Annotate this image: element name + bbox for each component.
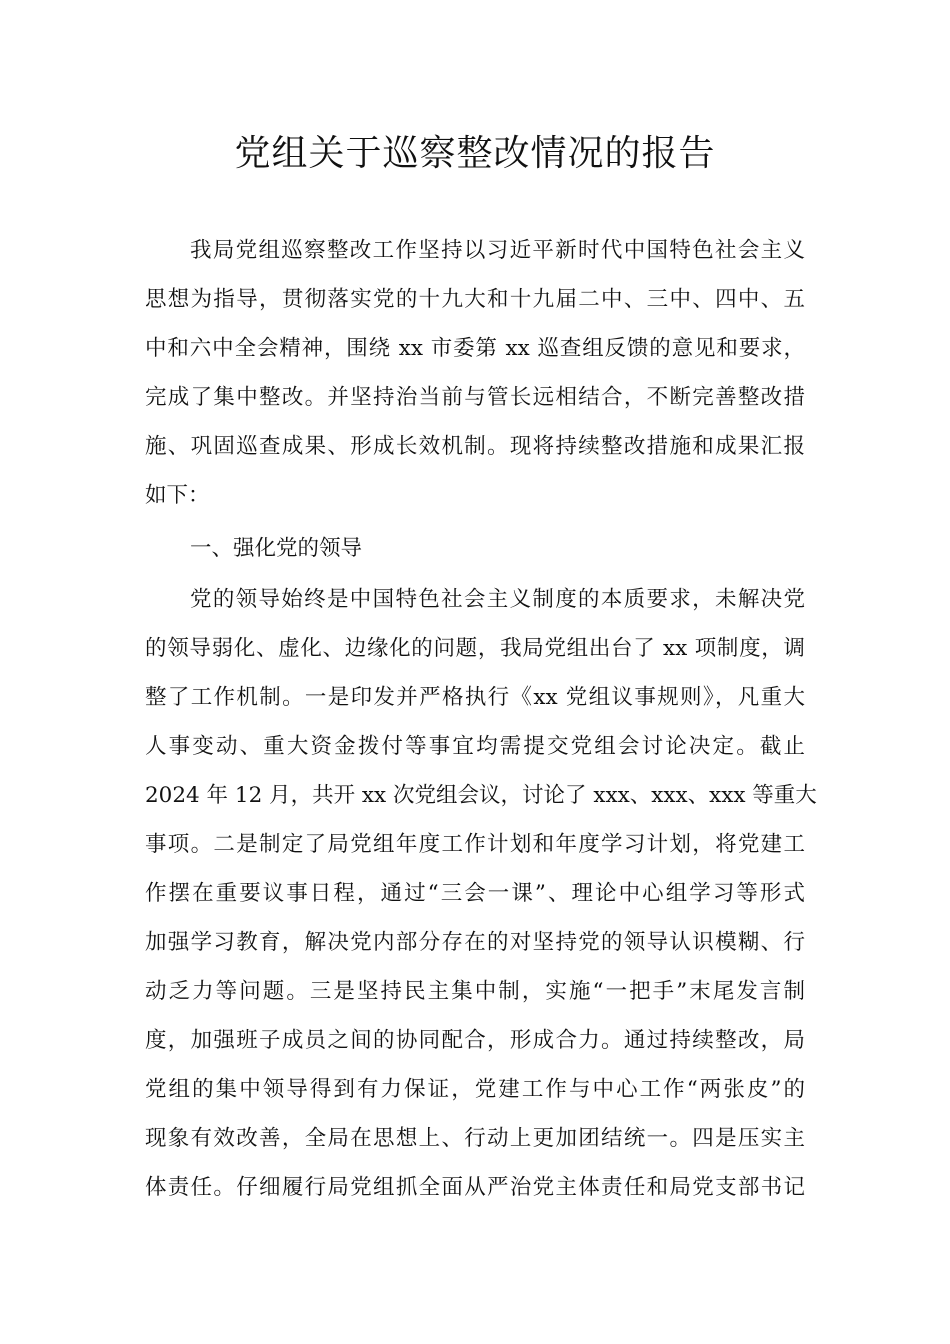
- paragraph-line: 体责任。仔细履行局党组抓全面从严治党主体责任和局党支部书记: [145, 1175, 805, 1200]
- paragraph-line: 动乏力等问题。三是坚持民主集中制，实施“一把手”末尾发言制: [145, 979, 805, 1004]
- paragraph-line: 度，加强班子成员之间的协同配合，形成合力。通过持续整改，局: [145, 1028, 805, 1053]
- paragraph-line: 党的领导始终是中国特色社会主义制度的本质要求，未解决党: [190, 587, 805, 612]
- paragraph-line: 事项。二是制定了局党组年度工作计划和年度学习计划，将党建工: [145, 832, 805, 857]
- paragraph-line: 我局党组巡察整改工作坚持以习近平新时代中国特色社会主义: [190, 238, 805, 263]
- paragraph-line: 中和六中全会精神，围绕 xx 市委第 xx 巡查组反馈的意见和要求，: [145, 336, 805, 361]
- section-heading: 一、强化党的领导: [190, 536, 363, 561]
- paragraph-line: 的领导弱化、虚化、边缘化的问题，我局党组出台了 xx 项制度，调: [145, 636, 805, 661]
- paragraph-line: 思想为指导，贯彻落实党的十九大和十九届二中、三中、四中、五: [145, 287, 805, 312]
- paragraph-line: 如下：: [145, 483, 210, 508]
- paragraph-line: 人事变动、重大资金拨付等事宜均需提交党组会讨论决定。截止: [145, 734, 805, 759]
- document-title: 党组关于巡察整改情况的报告: [234, 133, 716, 174]
- paragraph-line: 党组的集中领导得到有力保证，党建工作与中心工作“两张皮”的: [145, 1077, 805, 1102]
- paragraph-line: 施、巩固巡查成果、形成长效机制。现将持续整改措施和成果汇报: [145, 434, 805, 459]
- paragraph-line: 加强学习教育，解决党内部分存在的对坚持党的领导认识模糊、行: [145, 930, 805, 955]
- paragraph-line: 2024 年 12 月，共开 xx 次党组会议，讨论了 xxx、xxx、xxx 等重大: [145, 783, 817, 808]
- paragraph-line: 现象有效改善，全局在思想上、行动上更加团结统一。四是压实主: [145, 1126, 805, 1151]
- paragraph-line: 整了工作机制。一是印发并严格执行《xx 党组议事规则》，凡重大: [145, 685, 805, 710]
- paragraph-line: 完成了集中整改。并坚持治当前与管长远相结合，不断完善整改措: [145, 385, 805, 410]
- paragraph-line: 作摆在重要议事日程，通过“三会一课”、理论中心组学习等形式: [145, 881, 805, 906]
